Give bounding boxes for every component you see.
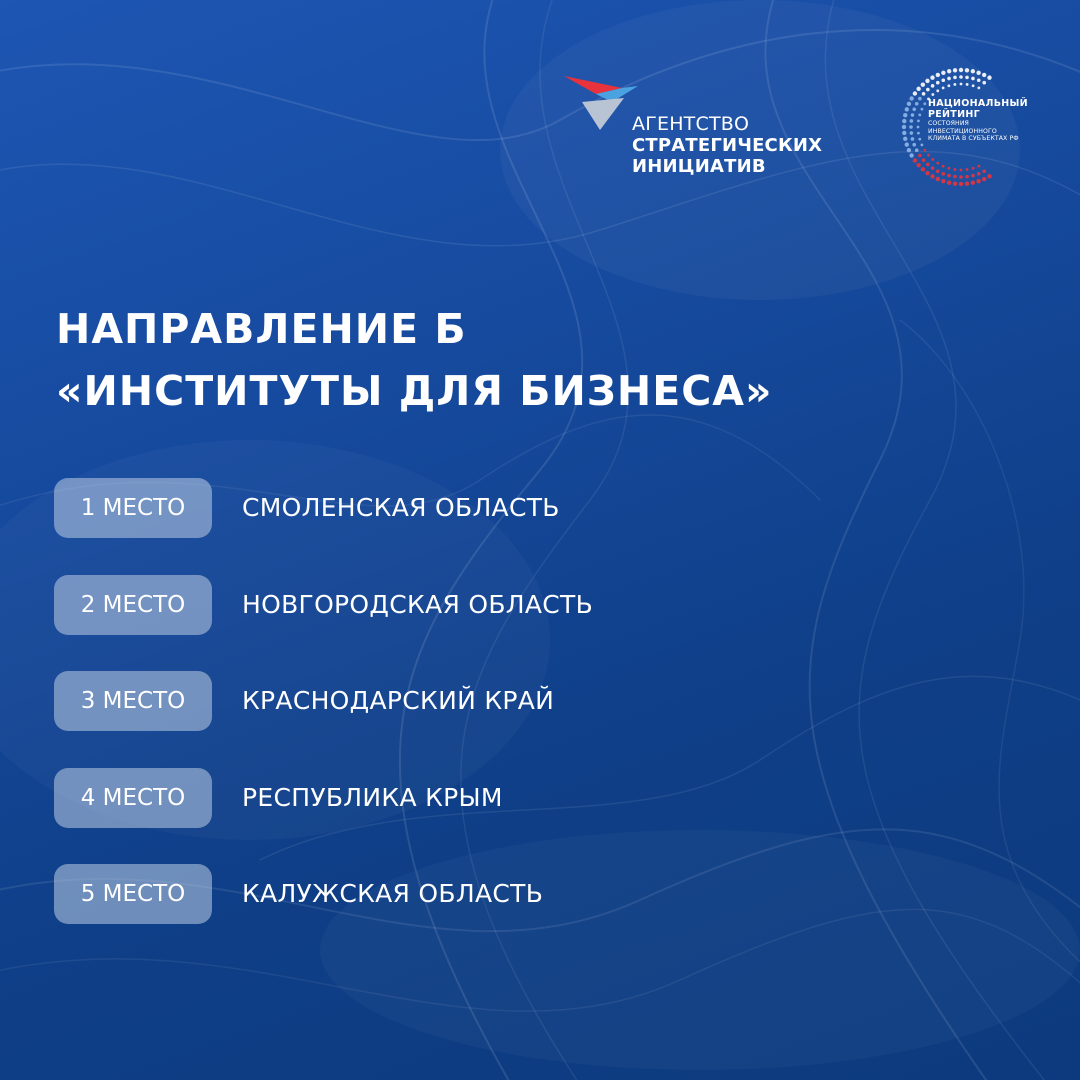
ring-dot	[925, 171, 929, 175]
ranking-row	[54, 575, 1014, 635]
ring-dot	[972, 167, 975, 170]
ranking-row	[54, 671, 1014, 731]
ring-dot	[953, 175, 957, 179]
ring-dot	[902, 125, 906, 129]
place-badge: 4 МЕСТО	[54, 768, 212, 828]
ranking-row	[54, 478, 1014, 538]
rating-logo-line: НАЦИОНАЛЬНЫЙ	[928, 98, 1028, 109]
ring-dot	[936, 162, 939, 165]
ring-dot	[930, 75, 934, 79]
rating-logo-line: РЕЙТИНГ	[928, 109, 980, 120]
rating-logo-line: ИНВЕСТИЦИОННОГО	[928, 127, 997, 135]
ring-dot	[907, 148, 911, 152]
asi-logo-text	[632, 114, 822, 177]
ring-dot	[965, 68, 969, 72]
ring-dot	[971, 69, 975, 73]
ring-dot	[959, 182, 963, 186]
paper-plane-icon	[562, 72, 642, 132]
ring-dot	[936, 177, 940, 181]
ring-dot	[965, 175, 969, 179]
ring-dot	[936, 169, 940, 173]
ring-dot	[918, 97, 922, 101]
ring-dot	[927, 154, 930, 157]
ring-dot	[959, 68, 963, 72]
ranking-row	[54, 768, 1014, 828]
ring-dot	[910, 119, 914, 123]
ring-dot	[972, 84, 975, 87]
ring-dot	[977, 86, 980, 89]
ring-dot	[953, 168, 956, 171]
ring-dot	[913, 158, 917, 162]
region-name: КРАСНОДАРСКИЙ КРАЙ	[242, 686, 555, 715]
ring-dot	[909, 153, 913, 157]
ring-dot	[959, 175, 963, 179]
ring-dot	[918, 113, 921, 116]
rating-logo-line: КЛИМАТА В СУБЪЕКТАХ РФ	[928, 135, 1019, 143]
ring-dot	[911, 113, 915, 117]
ring-dot	[971, 174, 975, 178]
region-name: РЕСПУБЛИКА КРЫМ	[242, 782, 503, 812]
ring-dot	[917, 132, 920, 135]
ring-dot	[987, 75, 991, 79]
ring-dot	[917, 126, 920, 129]
page-title	[56, 298, 773, 422]
place-badge: 1 МЕСТО	[54, 478, 212, 538]
ring-dot	[902, 131, 906, 135]
national-rating-logo	[898, 64, 1048, 190]
ring-dot	[936, 81, 940, 85]
ring-dot	[921, 82, 925, 86]
ring-dot	[915, 102, 919, 106]
ring-dot	[912, 107, 916, 111]
place-badge: 2 МЕСТО	[54, 575, 212, 635]
ring-dot	[941, 172, 945, 176]
ring-dot	[926, 88, 930, 92]
ring-dot	[936, 73, 940, 77]
ring-dot	[953, 83, 956, 86]
ring-dot	[903, 137, 907, 141]
ring-dot	[931, 84, 935, 88]
ring-dot	[918, 138, 921, 141]
ring-dot	[909, 96, 913, 100]
asi-logo-line: АГЕНТСТВО	[632, 113, 750, 135]
asi-logo	[562, 72, 822, 182]
place-badge: 3 МЕСТО	[54, 671, 212, 731]
ring-dot	[947, 167, 950, 170]
ring-dot	[931, 93, 934, 96]
ring-dot	[920, 108, 923, 111]
ring-dot	[902, 119, 906, 123]
title-line: «ИНСТИТУТЫ ДЛЯ БИЗНЕСА»	[56, 367, 773, 415]
ring-dot	[982, 169, 986, 173]
ring-dot	[931, 166, 935, 170]
ring-dot	[976, 179, 980, 183]
ring-dot	[930, 174, 934, 178]
ring-dot	[966, 168, 969, 171]
ring-dot	[909, 125, 913, 129]
ring-dot	[910, 131, 914, 135]
ring-dot	[926, 163, 930, 167]
ring-dot	[907, 102, 911, 106]
ring-dot	[922, 158, 926, 162]
asi-logo-line: СТРАТЕГИЧЕСКИХ	[632, 135, 823, 156]
ring-dot	[965, 181, 969, 185]
region-name: КАЛУЖСКАЯ ОБЛАСТЬ	[242, 879, 544, 908]
ring-dot	[920, 143, 923, 146]
place-badge: 5 МЕСТО	[54, 864, 212, 924]
ring-dot	[931, 158, 934, 161]
ring-dot	[953, 68, 957, 72]
ring-dot	[947, 84, 950, 87]
ring-dot	[982, 81, 986, 85]
ring-dot	[917, 119, 920, 122]
ring-dot	[912, 143, 916, 147]
ring-dot	[965, 76, 969, 80]
rating-logo-text	[928, 98, 1028, 143]
ring-dot	[913, 91, 917, 95]
ring-dot	[947, 181, 951, 185]
ring-dot	[915, 148, 919, 152]
ring-dot	[918, 154, 922, 158]
ring-dot	[911, 137, 915, 141]
ring-dot	[905, 142, 909, 146]
ring-dot	[947, 174, 951, 178]
ring-dot	[925, 79, 929, 83]
ring-dot	[921, 167, 925, 171]
ring-dot	[942, 86, 945, 89]
ring-dot	[942, 165, 945, 168]
region-name: СМОЛЕНСКАЯ ОБЛАСТЬ	[242, 493, 560, 522]
ring-dot	[953, 76, 957, 80]
ring-dot	[941, 179, 945, 183]
ring-dot	[976, 71, 980, 75]
rating-logo-line: СОСТОЯНИЯ	[928, 120, 969, 127]
ring-dot	[947, 77, 951, 81]
ring-dot	[923, 149, 926, 152]
ring-dot	[953, 181, 957, 185]
ranking-row	[54, 864, 1014, 924]
ring-dot	[977, 78, 981, 82]
ring-dot	[966, 83, 969, 86]
region-name: НОВГОРОДСКАЯ ОБЛАСТЬ	[242, 589, 594, 619]
ring-dot	[977, 172, 981, 176]
ring-dot	[947, 69, 951, 73]
title-line: НАПРАВЛЕНИЕ Б	[56, 305, 467, 353]
ring-dot	[941, 78, 945, 82]
ring-dot	[982, 177, 986, 181]
ring-dot	[936, 89, 939, 92]
ranking-list	[54, 478, 1014, 961]
ring-dot	[971, 181, 975, 185]
ring-dot	[916, 163, 920, 167]
ring-dot	[941, 71, 945, 75]
ring-dot	[905, 107, 909, 111]
ring-dot	[916, 87, 920, 91]
ring-dot	[959, 75, 963, 79]
ring-dot	[903, 113, 907, 117]
ring-dot	[987, 174, 991, 178]
ring-dot	[960, 169, 963, 172]
ring-dot	[923, 102, 926, 105]
ring-dot	[982, 73, 986, 77]
asi-logo-line: ИНИЦИАТИВ	[632, 156, 766, 177]
ring-dot	[971, 77, 975, 81]
ring-dot	[922, 92, 926, 96]
ring-dot	[960, 83, 963, 86]
ring-dot	[977, 165, 980, 168]
